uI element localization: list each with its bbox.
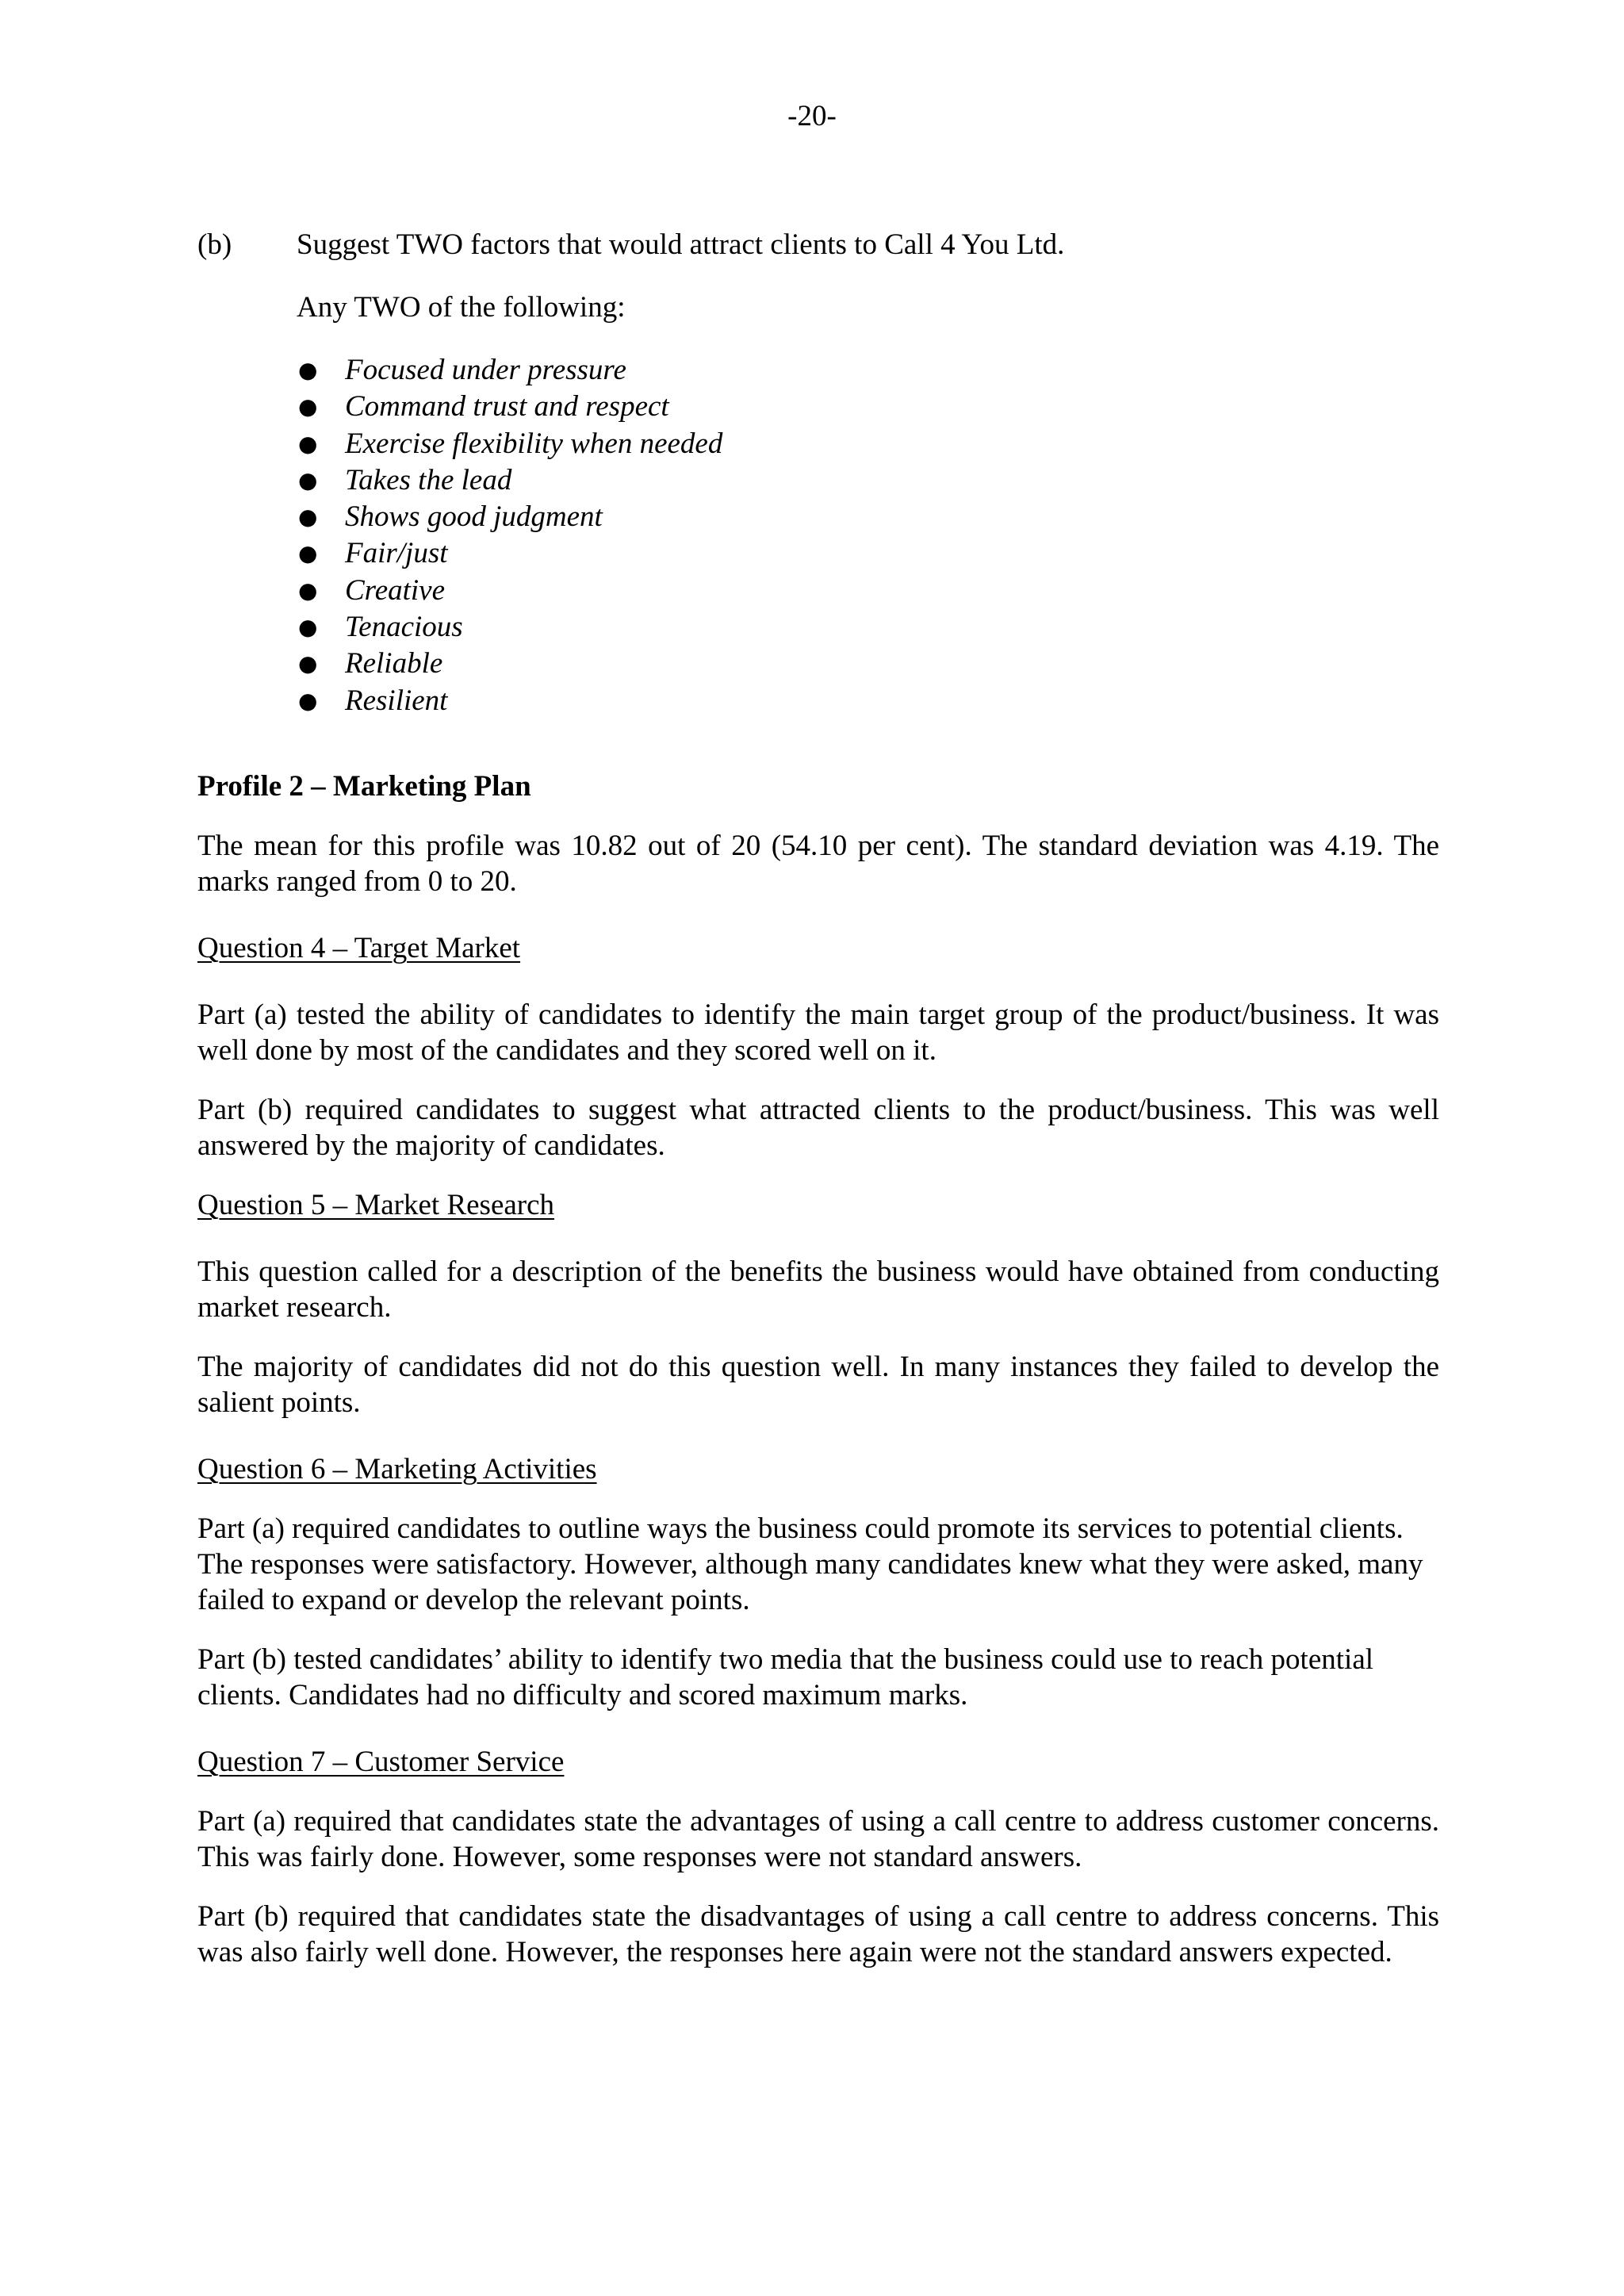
bullet-icon: ●	[298, 650, 318, 677]
list-item: ● Takes the lead	[297, 462, 1439, 499]
list-item: ● Resilient	[297, 683, 1439, 719]
bullet-icon: ●	[298, 504, 318, 531]
question-text: Suggest TWO factors that would attract clients to Call 4 You Ltd.	[297, 228, 1065, 261]
section-heading: Question 7 – Customer Service	[197, 1745, 565, 1778]
factor-list	[297, 352, 1439, 719]
paragraph: Part (a) required candidates to outline ways the business could promote its services to potential clients. The responses were satisfactory. However, although many candidates knew what they were asked, many failed to expand or develop the relevant points.	[197, 1512, 1423, 1616]
bullet-icon: ●	[298, 393, 318, 420]
bullet-icon: ●	[298, 357, 318, 383]
list-item: ● Focused under pressure	[297, 352, 1439, 389]
paragraph: Part (b) required that candidates state the disadvantages of using a call centre to address concerns. This was also fairly well done. However, the responses here again were not the standard answers expected.	[197, 1899, 1439, 1968]
profile-title: Profile 2 – Marketing Plan	[197, 769, 531, 803]
paragraph: Part (b) tested candidates’ ability to identify two media that the business could use to reach potential clients. Candidates had no difficulty and scored maximum marks.	[197, 1642, 1374, 1711]
paragraph: This question called for a description of the benefits the business would have obtained from conducting market research.	[197, 1255, 1439, 1324]
page-number: -20-	[787, 100, 837, 132]
bullet-icon: ●	[298, 687, 318, 714]
paragraph: Part (b) required candidates to suggest what attracted clients to the product/business. This was well answered by the majority of candidates.	[197, 1093, 1439, 1162]
question-label: (b)	[197, 228, 232, 261]
list-item: ● Reliable	[297, 646, 1439, 682]
bullet-icon: ●	[298, 466, 318, 493]
list-item: ● Fair/just	[297, 535, 1439, 572]
list-item: ● Creative	[297, 573, 1439, 609]
paragraph: Part (a) tested the ability of candidates to identify the main target group of the product/business. It was well done by most of the candidates and they scored well on it.	[197, 998, 1439, 1067]
section-heading: Question 5 – Market Research	[197, 1188, 555, 1221]
bullet-icon: ●	[298, 614, 318, 641]
section-heading: Question 6 – Marketing Activities	[197, 1452, 597, 1485]
answer-intro: Any TWO of the following:	[297, 291, 626, 324]
profile-summary: The mean for this profile was 10.82 out of 20 (54.10 per cent). The standard deviation was 4.19. The marks ranged from 0 to 20.	[197, 829, 1439, 898]
list-item: ● Exercise flexibility when needed	[297, 426, 1439, 462]
paragraph: The majority of candidates did not do this question well. In many instances they failed to develop the salient points.	[197, 1350, 1439, 1419]
list-item: ● Command trust and respect	[297, 389, 1439, 425]
list-item: ● Shows good judgment	[297, 499, 1439, 535]
list-item: ● Tenacious	[297, 609, 1439, 646]
bullet-icon: ●	[298, 430, 318, 457]
question-b	[197, 227, 1439, 263]
bullet-icon: ●	[298, 577, 318, 604]
document-body	[197, 227, 1439, 1970]
section-heading: Question 4 – Target Market	[197, 931, 521, 964]
bullet-icon: ●	[298, 540, 318, 567]
paragraph: Part (a) required that candidates state the advantages of using a call centre to address customer concerns. This was fairly done. However, some responses were not standard answers.	[197, 1804, 1439, 1873]
